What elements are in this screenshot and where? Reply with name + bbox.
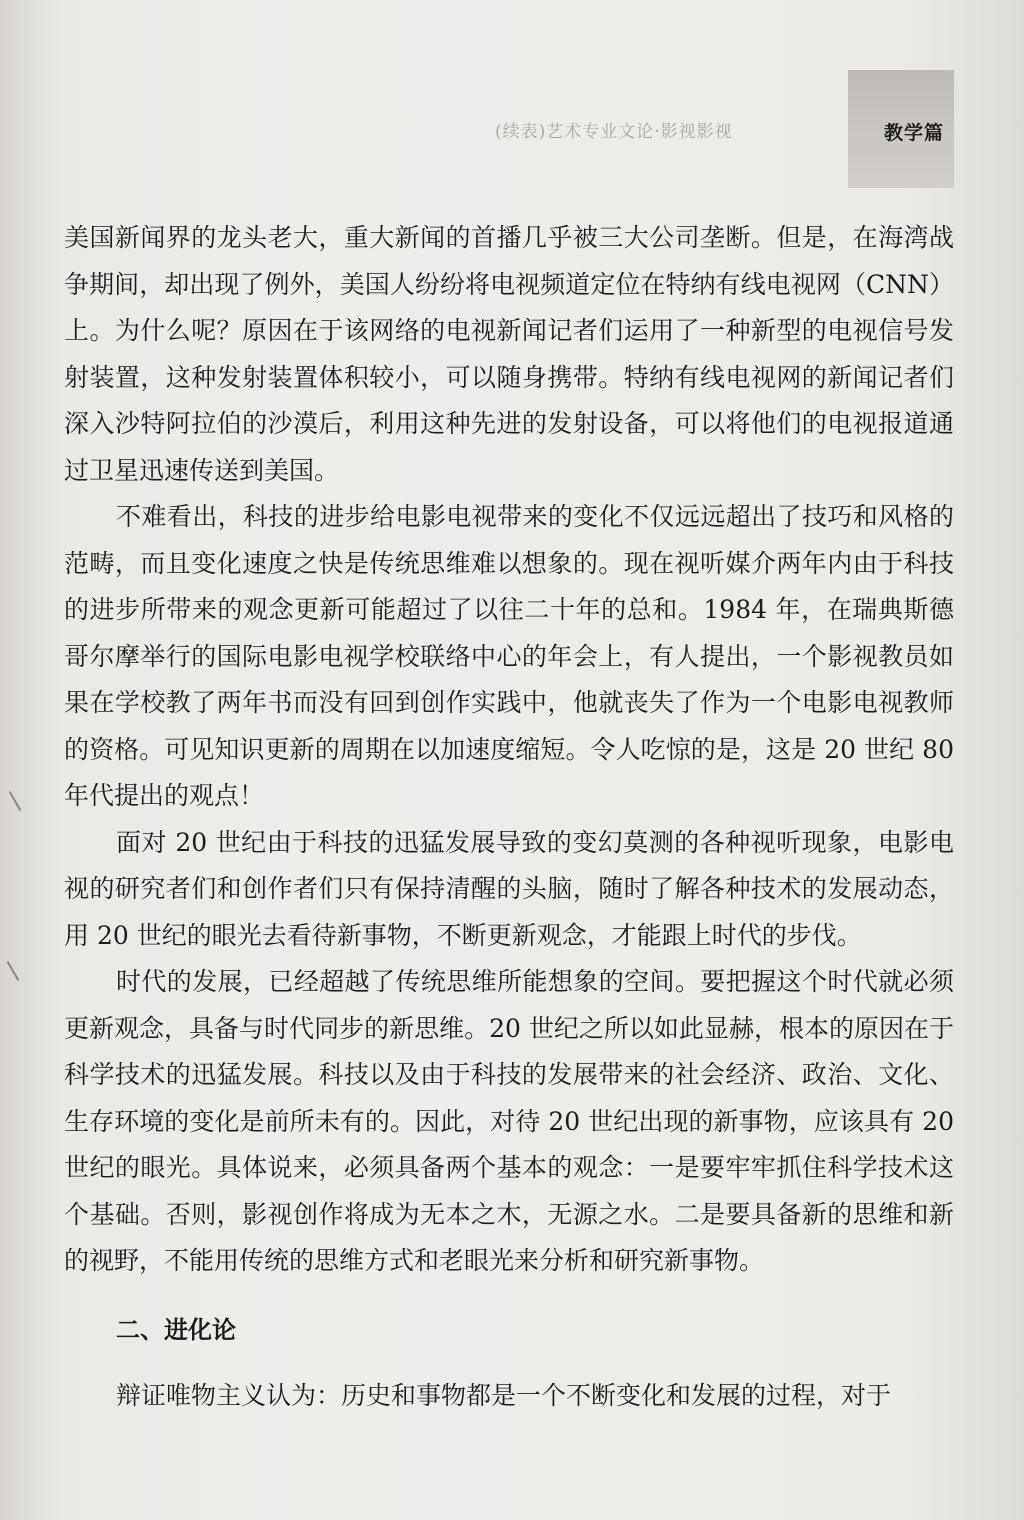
paragraph: 面对 20 世纪由于科技的迅猛发展导致的变幻莫测的各种视听现象，电影电视的研究者们和创作者们只有保持清醒的头脑，随时了解各种技术的发展动态，用 20 世纪的眼光去看待新事物，不断更新观念，才能跟上时代的步伐。: [64, 827, 954, 950]
margin-mark: [7, 961, 20, 981]
section-label: 教学篇: [884, 122, 945, 144]
paragraph: 美国新闻界的龙头老大，重大新闻的首播几乎被三大公司垄断。但是，在海湾战争期间，却出现了例外，美国人纷纷将电视频道定位在特纳有线电视网（CNN）上。为什么呢？原因在于该网络的电视新闻记者们运用了一种新型的电视信号发射装置，这种发射装置体积较小，可以随身携带。特纳有线电视网的新闻记者们深入沙特阿拉伯的沙漠后，利用这种先进的发射设备，可以将他们的电视报道通过卫星迅速传送到美国。: [64, 223, 954, 485]
paragraph: 辩证唯物主义认为：历史和事物都是一个不断变化和发展的过程，对于: [116, 1380, 892, 1410]
body-text: [64, 215, 954, 1419]
paragraph: 不难看出，科技的进步给电影电视带来的变化不仅远远超出了技巧和风格的范畴，而且变化速度之快是传统思维难以想象的。现在视听媒介两年内由于科技的进步所带来的观念更新可能超过了以往二十年的总和。1984 年，在瑞典斯德哥尔摩举行的国际电影电视学校联络中心的年会上，有人提出，一个影视教员如果在学校教了两年书而没有回到创作实践中，他就丧失了作为一个电影电视教师的资格。可见知识更新的周期在以加速度缩短。令人吃惊的是，这是 20 世纪 80 年代提出的观点！: [64, 502, 954, 810]
margin-mark: [9, 791, 22, 811]
paragraph: 时代的发展，已经超越了传统思维所能想象的空间。要把握这个时代就必须更新观念，具备与时代同步的新思维。20 世纪之所以如此显赫，根本的原因在于科学技术的迅猛发展。科技以及由于科技的发展带来的社会经济、政治、文化、生存环境的变化是前所未有的。因此，对待 20 世纪出现的新事物，应该具有 20 世纪的眼光。具体说来，必须具备两个基本的观念：一是要牢牢抓住科学技术这个基础。否则，影视创作将成为无本之木，无源之水。二是要具备新的思维和新的视野，不能用传统的思维方式和老眼光来分析和研究新事物。: [64, 967, 954, 1275]
bleed-through-header: (续表)艺术专业文论·影视影视: [495, 122, 733, 142]
section-heading: 二、进化论: [116, 1315, 236, 1344]
